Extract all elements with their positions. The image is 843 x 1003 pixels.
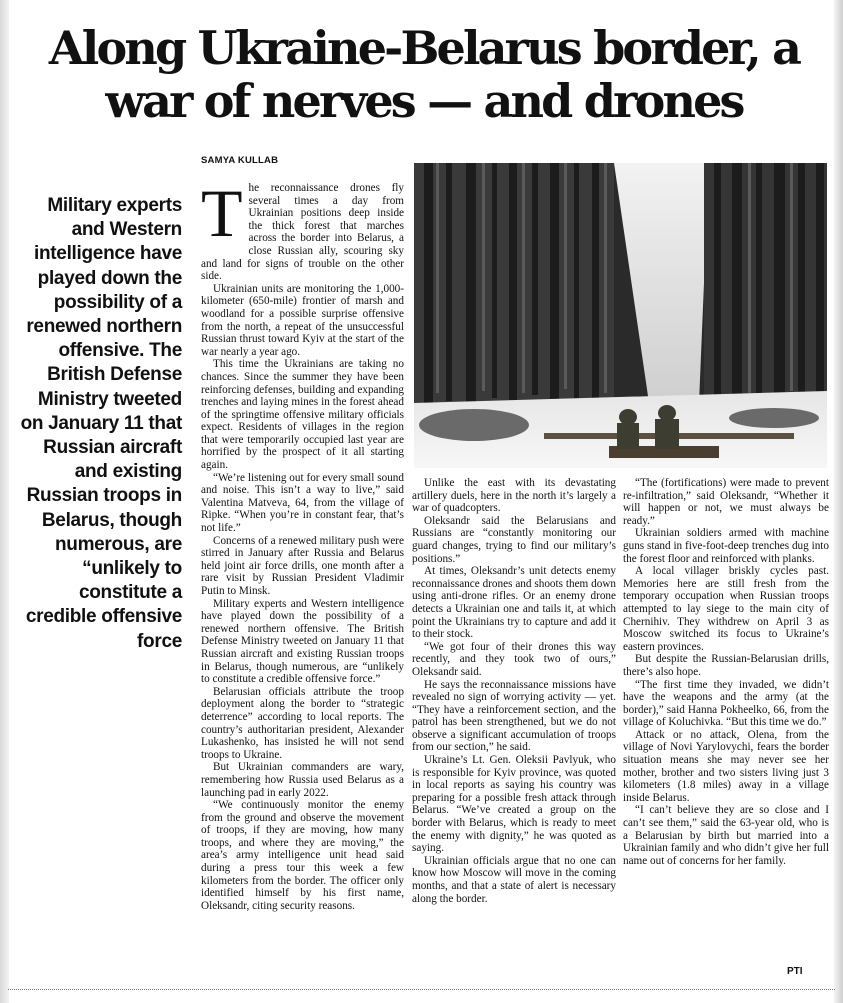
- article-headline: Along Ukraine-Belarus border, a war of nerves — and drones: [48, 21, 800, 128]
- article-paragraph: Belarusian officials attribute the troop deployment along the border to “strategic deterrence” according to local reports. The country’s authoritarian president, Alexander Lukashenko, has insisted he will not send troops to Ukraine.: [201, 685, 404, 761]
- article-paragraph: He says the reconnaissance missions have revealed no sign of worrying activity — yet. “They have a reinforcement section, and the patrol has been strengthened, but we do not observe a significant accumulation of troops from our section,” he said.: [412, 678, 616, 754]
- article-column-3: [623, 477, 829, 982]
- photo-credit: PTI: [787, 966, 803, 977]
- page-edge-left: [0, 0, 9, 1003]
- forest-trench-photo: [414, 163, 827, 468]
- article-paragraph: “We got four of their drones this way recently, and they took two of ours,” Oleksandr said.: [412, 640, 616, 678]
- page-divider: [8, 989, 835, 990]
- drop-cap: T: [201, 182, 243, 251]
- pull-quote: Military experts and Western intelligence have played down the possibility of a renewed northern offensive. The British Defense Ministry tweeted on January 11 that Russian aircraft and existing Russian troops in Belarus, though numerous, are “unlikely to constitute a credible offensive force: [20, 195, 182, 652]
- article-paragraph: Ukrainian units are monitoring the 1,000-kilometer (650-mile) frontier of marsh and woodland for a possible surprise offensive from the north, a repeat of the unsuccessful Russian thrust toward Kyiv at the start of the war nearly a year ago.: [201, 282, 404, 358]
- article-photo: [414, 163, 827, 468]
- article-paragraph: Military experts and Western intelligence have played down the possibility of a renewed northern offensive. The British Defense Ministry tweeted on January 11 that Russian aircraft and existing Russian troops in Belarus, though numerous, are “unlikely to constitute a credible offensive force.”: [201, 597, 404, 686]
- article-paragraph: A local villager briskly cycles past. Memories here are still fresh from the temporary occupation when Russian troops attempted to lay siege to the main city of Chernihiv. They withdrew on April 3 as Moscow switched its focus to Ukraine’s eastern provinces.: [623, 565, 829, 653]
- article-paragraph: “We’re listening out for every small sound and noise. This isn’t a way to live,” said Valentina Matveva, 64, from the village of Ripke. “When you’re in constant fear, that’s not life.”: [201, 471, 404, 535]
- article-paragraph: “The (fortifications) were made to prevent re-infiltration,” said Oleksandr, “Whether it will happen or not, we must always be ready.”: [623, 477, 829, 527]
- article-paragraph: Attack or no attack, Olena, from the village of Novi Yarylovychi, fears the border situation means she may never see her mother, brother and two sisters living just 3 kilometers (1.8 miles) away in a village inside Belarus.: [623, 728, 829, 804]
- page-edge-right: [834, 0, 843, 1003]
- article-column-1: [201, 182, 404, 982]
- article-paragraph: “We continuously monitor the enemy from the ground and observe the movement of troops, if they are moving, how many troops, and where they are moving,” the area’s army intelligence unit head said during a press tour this week a few kilometers from the border. The officer only identified himself by his first name, Oleksandr, citing security reasons.: [201, 799, 404, 912]
- article-paragraph: Unlike the east with its devastating artillery duels, here in the north it’s largely a war of quadcopters.: [412, 477, 616, 515]
- article-paragraph: The reconnaissance drones fly several times a day from Ukrainian positions deep inside the thick forest that marches across the border into Belarus, a close Russian ally, scouring sky and land for signs of trouble on the other side.: [201, 182, 404, 283]
- article-paragraph: Ukrainian soldiers armed with machine guns stand in five-foot-deep trenches dug into the forest floor and reinforced with planks.: [623, 527, 829, 565]
- article-paragraph: But despite the Russian-Belarusian drills, there’s also hope.: [623, 653, 829, 678]
- article-paragraph: Ukraine’s Lt. Gen. Oleksii Pavlyuk, who is responsible for Kyiv province, was quoted in local reports as saying his country was preparing for a possible fresh attack through Belarus. “We’ve created a group on the border with Belarus, which is ready to meet the enemy with dignity,” he was quoted as saying.: [412, 754, 616, 855]
- article-paragraph: Oleksandr said the Belarusians and Russians are “constantly monitoring our guard changes, trying to find our military’s positions.”: [412, 514, 616, 565]
- article-byline: SAMYA KULLAB: [201, 155, 279, 166]
- article-paragraph: “I can’t believe they are so close and I can’t see them,” said the 63-year old, who is a Belarusian by birth but married into a Ukrainian family and who didn’t give her full name out of concerns for her family.: [623, 804, 829, 867]
- article-paragraph: Ukrainian officials argue that no one can know how Moscow will move in the coming months, and that a state of alert is necessary along the border.: [412, 854, 616, 905]
- article-paragraph: But Ukrainian commanders are wary, remembering how Russia used Belarus as a launching pad in early 2022.: [201, 761, 404, 799]
- article-paragraph: Concerns of a renewed military push were stirred in January after Russia and Belarus held joint air force drills, one month after a rare visit by Russian President Vladimir Putin to Minsk.: [201, 534, 404, 597]
- article-paragraph: This time the Ukrainians are taking no chances. Since the summer they have been reinforcing defenses, building and expanding trenches and laying mines in the forest ahead of the springtime offensive military officials expect. Residents of villages in the region that were temporarily occupied last year are horrified by the prospect of it all starting again.: [201, 358, 404, 472]
- article-column-2: [412, 477, 616, 982]
- article-paragraph: At times, Oleksandr’s unit detects enemy reconnaissance drones and shoots them down using anti-drone rifles. Or an enemy drone detects a Ukrainian one and tails it, at which point the Ukrainians try to capture and add it to their stock.: [412, 565, 616, 641]
- article-paragraph: “The first time they invaded, we didn’t have the weapons and the army (at the border),” said Hanna Pokheelko, 66, from the village of Koluchivka. “But this time we do.”: [623, 678, 829, 729]
